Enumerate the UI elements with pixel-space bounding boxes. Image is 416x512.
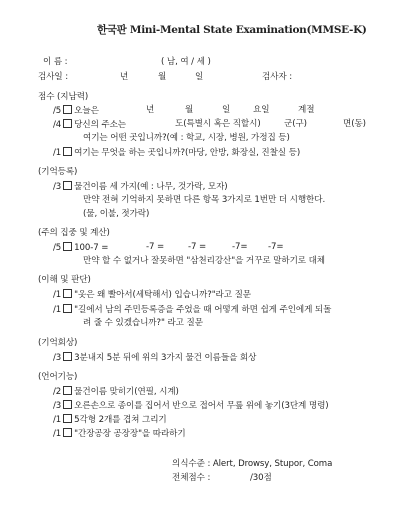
item-pentagon-copy <box>53 414 167 426</box>
section-header-language: (언어기능) <box>38 372 78 382</box>
province-blank[interactable]: 도(특별시 혹은 직할시) <box>175 119 261 129</box>
registration-alt-items: (물, 이불, 젓가락) <box>83 209 150 219</box>
score-max: /5 <box>53 243 62 253</box>
item-text: 오른손으로 종이를 집어서 반으로 접어서 무릎 위에 놓기(3단계 명령) <box>74 401 329 411</box>
subtract-step-4[interactable]: -7= <box>232 242 248 252</box>
item-text: "간장공장 공장장"을 따라하기 <box>74 429 186 439</box>
item-text: 오늘은 <box>74 106 99 116</box>
score-max: /5 <box>53 106 62 116</box>
score-checkbox[interactable] <box>63 352 72 361</box>
form-title: 한국판 Mini-Mental State Examination(MMSE-K) <box>97 24 367 36</box>
score-max: /1 <box>53 415 62 425</box>
subtract-step-5[interactable]: -7= <box>268 242 284 252</box>
score-checkbox[interactable] <box>63 105 72 114</box>
month-blank[interactable]: 월 <box>185 105 194 115</box>
section-header-attention: (주의 집중 및 계산) <box>38 228 110 238</box>
registration-note: 만약 전혀 기억하지 못하면 다른 항목 3가지로 1번만 더 시행한다. <box>83 195 326 205</box>
item-text: 3분내지 5분 뒤에 위의 3가지 물건 이름들을 회상 <box>74 353 257 363</box>
section-header-orientation: 점수 (지남력) <box>38 92 89 102</box>
item-naming <box>53 386 179 398</box>
county-blank[interactable]: 군(구) <box>284 119 307 129</box>
section-header-registration: (기억등록) <box>38 167 78 177</box>
item-text: 물건이름 세 가지(예 : 나무, 것가락, 모자) <box>74 182 228 192</box>
item-comprehension-1 <box>53 289 251 301</box>
score-max: /3 <box>53 401 62 411</box>
item-registration <box>53 181 228 193</box>
item-orientation-address <box>53 119 126 131</box>
item-repetition <box>53 428 186 440</box>
item-text: 100-7 = <box>74 243 109 253</box>
subtract-step-2[interactable]: -7 = <box>146 242 165 252</box>
day-field[interactable]: 일 <box>195 72 204 82</box>
item-text: "옷은 왜 빨아서(세탁해서) 입습니까?"라고 질문 <box>74 290 252 300</box>
score-max: /4 <box>53 120 62 130</box>
total-score-label: 전체점수 : <box>172 473 211 483</box>
score-checkbox[interactable] <box>63 414 72 423</box>
year-field[interactable]: 년 <box>120 72 129 82</box>
score-checkbox[interactable] <box>63 181 72 190</box>
score-max: /2 <box>53 387 62 397</box>
score-max: /3 <box>53 353 62 363</box>
item-text: 5각형 2개를 겹쳐 그리기 <box>74 415 167 425</box>
exam-date-label: 검사일 : <box>38 72 69 82</box>
town-blank[interactable]: 면(동) <box>343 119 366 129</box>
month-field[interactable]: 월 <box>158 72 167 82</box>
score-max: /1 <box>53 305 62 315</box>
weekday-blank[interactable]: 요일 <box>253 105 270 115</box>
item-text: 여기는 무엇을 하는 곳입니까?(마당, 안방, 화장실, 진찰실 등) <box>74 148 301 158</box>
sex-age-field[interactable]: ( 남, 여 / 세 ) <box>161 57 211 67</box>
score-checkbox[interactable] <box>63 147 72 156</box>
item-three-stage-command <box>53 400 329 412</box>
score-max: /1 <box>53 148 62 158</box>
section-header-recall: (기억회상) <box>38 338 78 348</box>
season-blank[interactable]: 계절 <box>298 105 315 115</box>
score-checkbox[interactable] <box>63 428 72 437</box>
score-checkbox[interactable] <box>63 119 72 128</box>
item-text: 당신의 주소는 <box>74 120 127 130</box>
name-label: 이 름 : <box>43 57 68 67</box>
score-checkbox[interactable] <box>63 289 72 298</box>
examiner-label: 검사자 : <box>262 72 293 82</box>
day-blank[interactable]: 일 <box>222 105 231 115</box>
consciousness-level: 의식수준 : Alert, Drowsy, Stupor, Coma <box>172 459 333 469</box>
item-comprehension-2-cont: 려 줄 수 있겠습니까?" 라고 질문 <box>83 318 203 328</box>
score-max: /1 <box>53 290 62 300</box>
score-checkbox[interactable] <box>63 304 72 313</box>
score-checkbox[interactable] <box>63 242 72 251</box>
score-checkbox[interactable] <box>63 400 72 409</box>
attention-note: 만약 할 수 없거나 잘못하면 "삼천리강산"을 거꾸로 말하기로 대체 <box>83 256 326 266</box>
item-recall <box>53 352 256 364</box>
score-max: /1 <box>53 429 62 439</box>
item-orientation-purpose <box>53 147 300 159</box>
score-max: /3 <box>53 182 62 192</box>
item-orientation-time <box>53 105 99 117</box>
score-checkbox[interactable] <box>63 386 72 395</box>
total-score-value[interactable]: /30점 <box>250 473 272 483</box>
item-orientation-place: 여기는 어떤 곳입니까?(예 : 학교, 시장, 병원, 가정집 등) <box>83 133 290 143</box>
item-text: 물건이름 맞히기(연필, 시계) <box>74 387 179 397</box>
year-blank[interactable]: 년 <box>146 105 155 115</box>
item-serial-sevens <box>53 242 108 254</box>
subtract-step-3[interactable]: -7 = <box>188 242 207 252</box>
item-text: "길에서 남의 주민등록증을 주었을 때 어떻게 하면 쉽게 주인에게 되돌 <box>74 305 332 315</box>
section-header-comprehension: (이해 및 판단) <box>38 275 91 285</box>
item-comprehension-2 <box>53 304 331 316</box>
